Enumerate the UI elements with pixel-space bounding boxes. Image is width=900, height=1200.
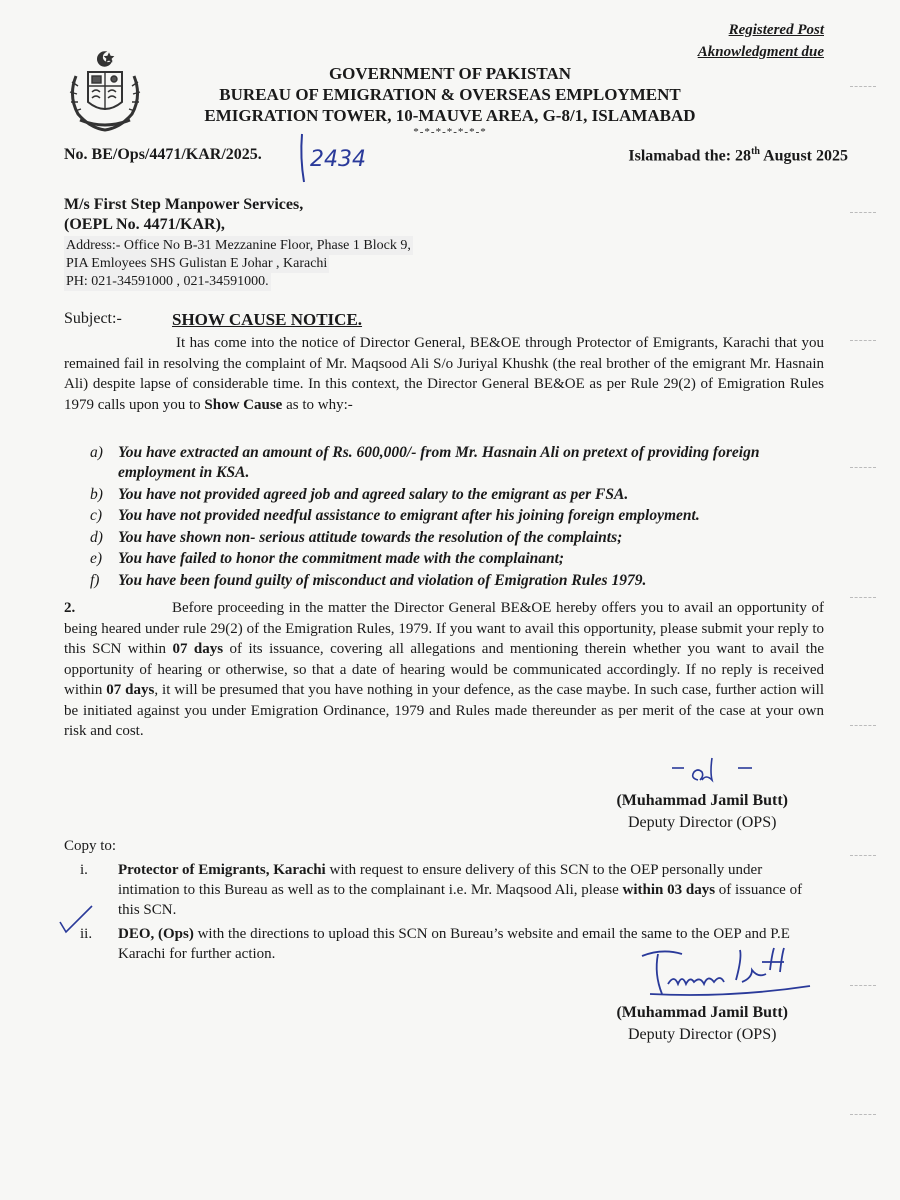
signatory-title: Deputy Director (OPS) bbox=[628, 814, 777, 831]
paragraph-1: It has come into the notice of Director General, BE&OE through Protector of Emigrants, Karachi that you remained fail in resolving the complaint of Mr. Maqsood Ali S/o Juriyal Khushk (the real brother of the emigrant Mr. Hasnain Ali) despite lapse of considerable time. In this context, the Director General BE&OE as per Rule 29(2) of Emigration Rules 1979 calls upon you to Show Cause as to why:- bbox=[64, 335, 824, 413]
list-item: c) You have not provided needful assistance to emigrant after his joining foreign employment. bbox=[90, 507, 700, 524]
handwritten-signature bbox=[630, 946, 816, 1000]
signatory-name: (Muhammad Jamil Butt) bbox=[616, 1004, 788, 1021]
scan-mark bbox=[850, 212, 876, 215]
paragraph-2: 2. Before proceeding in the matter the Director General BE&OE hereby offers you to avail an opportunity of being heared under rule 29(2) of the Emigration Rules, 1979. If you want to avail this opportunity, please submit your reply to this SCN within 07 days of its issuance, covering all allegations and mentioning therein whether you want to avail the opportunity of hearing or otherwise, so that a date of hearing would be communicated accordingly. If no reply is received within 07 days, it will be presumed that you have nothing in your defence, as the case maybe. In such case, further action will be initiated against you under Emigration Ordinance, 1979 and Rules made thereunder as per merit of the case at your own risk and cost. bbox=[64, 600, 824, 739]
header-stars: *-*-*-*-*-*-* bbox=[413, 126, 487, 138]
list-item: ii. DEO, (Ops) with the directions to upload this SCN on Bureau’s website and email the same to the OEP and P.E Karachi for further action. bbox=[80, 926, 790, 962]
list-item: a) You have extracted an amount of Rs. 600,000/- from Mr. Hasnain Ali on pretext of providing foreign employment in KSA. bbox=[90, 444, 760, 481]
sd-initials bbox=[668, 754, 768, 788]
list-item: d) You have shown non- serious attitude towards the resolution of the complaints; bbox=[90, 528, 623, 546]
subject-label: Subject:- bbox=[64, 310, 122, 327]
list-item: f) You have been found guilty of misconduct and violation of Emigration Rules 1979. bbox=[90, 571, 647, 589]
scan-mark bbox=[850, 340, 876, 343]
subject-title: SHOW CAUSE NOTICE. bbox=[172, 310, 363, 329]
header-government: GOVERNMENT OF PAKISTAN bbox=[328, 64, 572, 83]
charges-list bbox=[90, 443, 826, 592]
subject-line bbox=[64, 310, 363, 329]
addressee-license: (OEPL No. 4471/KAR), bbox=[64, 216, 225, 233]
scan-mark bbox=[850, 597, 876, 600]
scan-mark bbox=[850, 1114, 876, 1117]
reference-number: No. BE/Ops/4471/KAR/2025. bbox=[64, 146, 262, 163]
signatory-block-1 bbox=[616, 790, 788, 834]
addressee-address-line1: Address:- Office No B-31 Mezzanine Floor, Phase 1 Block 9, bbox=[66, 238, 411, 253]
registered-post: Registered Post bbox=[728, 22, 824, 38]
list-item: e) You have failed to honor the commitment made with the complainant; bbox=[90, 550, 565, 567]
scan-mark bbox=[850, 855, 876, 858]
list-item: i. Protector of Emigrants, Karachi with request to ensure delivery of this SCN to the OEP personally under intimation to this Bureau as well as to the complainant i.e. Mr. Maqsood Ali, please within 03 days of issuance of this SCN. bbox=[80, 862, 803, 918]
svg-text:2434: 2434 bbox=[310, 147, 366, 172]
copy-to-label: Copy to: bbox=[64, 838, 117, 854]
header-bureau: BUREAU OF EMIGRATION & OVERSEAS EMPLOYMENT bbox=[219, 85, 681, 104]
scan-mark bbox=[850, 467, 876, 470]
signatory-block-2 bbox=[616, 1002, 788, 1046]
addressee-phone: PH: 021-34591000 , 021-34591000. bbox=[66, 274, 269, 289]
header-address: EMIGRATION TOWER, 10-MAUVE AREA, G-8/1, ISLAMABAD bbox=[204, 106, 696, 125]
signatory-title: Deputy Director (OPS) bbox=[628, 1026, 777, 1043]
scan-mark bbox=[850, 725, 876, 728]
scan-mark bbox=[850, 985, 876, 988]
list-item: b) You have not provided agreed job and agreed salary to the emigrant as per FSA. bbox=[90, 485, 629, 503]
handwritten-diary-number bbox=[294, 130, 384, 185]
letter-date: Islamabad the: 28th August 2025 bbox=[628, 146, 848, 165]
signatory-name: (Muhammad Jamil Butt) bbox=[616, 792, 788, 809]
scan-mark bbox=[850, 86, 876, 89]
addressee-name: M/s First Step Manpower Services, bbox=[64, 196, 304, 213]
acknowledgment-due: Aknowledgment due bbox=[697, 44, 824, 60]
addressee-address-line2: PIA Emloyees SHS Gulistan E Johar , Karachi bbox=[66, 256, 328, 271]
